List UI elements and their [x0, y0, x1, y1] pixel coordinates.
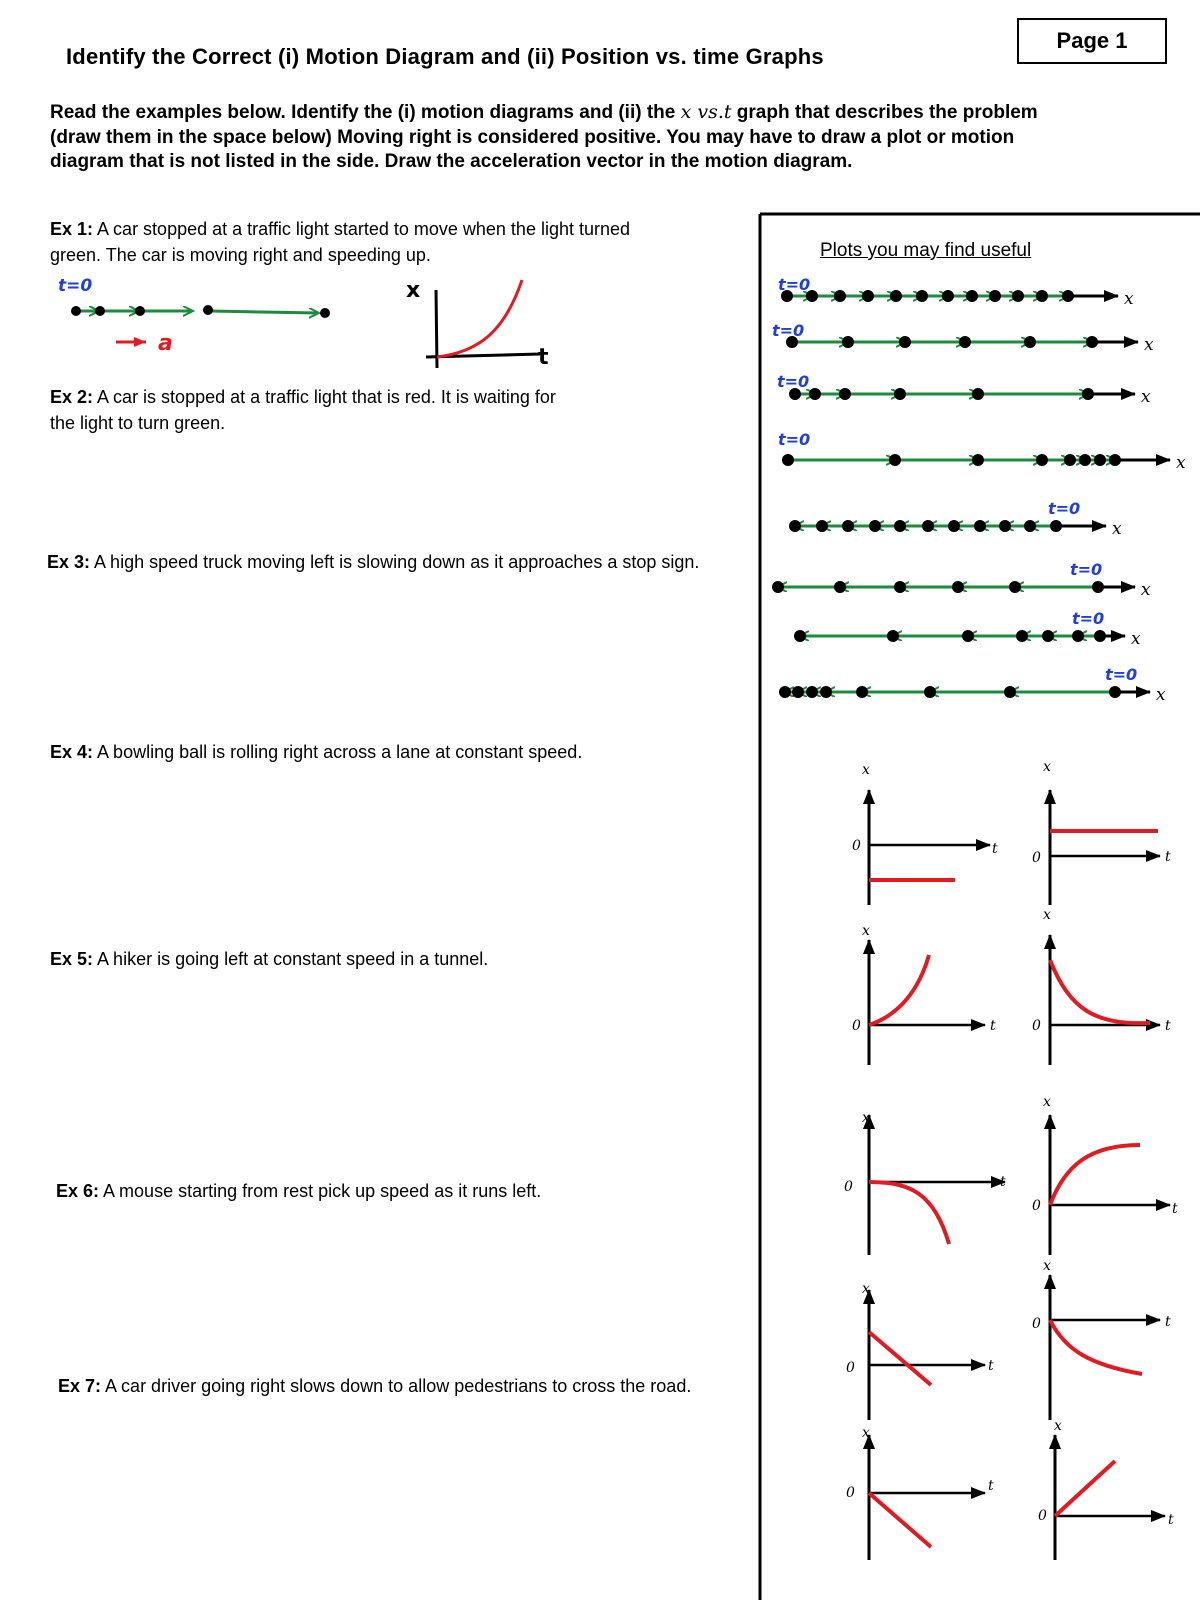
example-5-label: Ex 5: — [50, 949, 94, 969]
position-graph-5 — [844, 1110, 1006, 1255]
motion-diagram-options — [772, 275, 1186, 705]
position-graph-1 — [852, 762, 998, 905]
position-dot — [809, 388, 821, 400]
graph-origin-label: 0 — [1032, 850, 1041, 866]
motion-diagram-row-4 — [778, 430, 1186, 473]
t0-label: t=0 — [1070, 560, 1103, 579]
position-dot — [966, 290, 978, 302]
position-dot — [842, 520, 854, 532]
example-2-label: Ex 2: — [50, 387, 94, 407]
t0-label: t=0 — [778, 275, 811, 294]
graph-origin-label: 0 — [1032, 1316, 1041, 1332]
graph-t-label: t — [988, 1358, 994, 1374]
ex1-position-dot-3 — [135, 306, 145, 316]
example-2-text: A car is stopped at a traffic light that is red. It is waiting for the light to turn green. — [50, 387, 556, 433]
position-dot — [1072, 630, 1084, 642]
graph-t-label: t — [1000, 1174, 1006, 1190]
position-dot — [834, 290, 846, 302]
graph-curve — [869, 1182, 949, 1244]
t0-label: t=0 — [1105, 665, 1138, 684]
motion-diagram-row-2 — [772, 321, 1154, 355]
position-dot — [772, 581, 784, 593]
position-dot — [856, 686, 868, 698]
graph-curve — [869, 1332, 931, 1385]
ex1-position-dot-5 — [320, 308, 330, 318]
position-dot — [862, 290, 874, 302]
graph-x-label: x — [862, 923, 870, 939]
x-axis-label: x — [1144, 335, 1154, 355]
ex1-motion-diagram — [58, 276, 330, 356]
position-dot — [952, 581, 964, 593]
position-dot — [1082, 388, 1094, 400]
t0-label: t=0 — [772, 321, 805, 340]
instructions-text-2: graph that describes the problem (draw them in the space below) Moving right is considered positive. You may have to draw a plot or motion diagram that is not listed in the side. Draw the acceleration vector in the motion diagram. — [50, 102, 1038, 172]
plots-title: Plots you may find useful — [820, 240, 1032, 261]
example-1-text: A car stopped at a traffic light started to move when the light turned green. The car is moving right and speeding up. — [50, 219, 631, 265]
position-dot — [1016, 630, 1028, 642]
position-dot — [834, 581, 846, 593]
position-dot — [1009, 581, 1021, 593]
example-6-text: A mouse starting from rest pick up speed as it runs left. — [99, 1181, 542, 1201]
motion-diagram-row-8 — [779, 665, 1166, 705]
position-dot — [894, 581, 906, 593]
motion-diagram-row-5 — [789, 499, 1122, 539]
graph-curve — [869, 955, 929, 1025]
position-graph-8 — [1032, 1258, 1171, 1420]
position-dot — [794, 630, 806, 642]
graph-t-label: t — [1165, 849, 1171, 865]
example-4-text: A bowling ball is rolling right across a lane at constant speed. — [93, 742, 583, 762]
graph-t-label: t — [1165, 1314, 1171, 1330]
position-dot — [942, 290, 954, 302]
position-dot — [1036, 290, 1048, 302]
position-dot — [899, 336, 911, 348]
position-dot — [922, 520, 934, 532]
position-dot — [1086, 336, 1098, 348]
x-axis-label: x — [1156, 685, 1166, 705]
position-dot — [842, 336, 854, 348]
position-dot — [889, 454, 901, 466]
page-number-box: Page 1 — [1017, 18, 1167, 64]
position-dot — [1079, 454, 1091, 466]
graph-origin-label: 0 — [1032, 1018, 1041, 1034]
position-dot — [1064, 454, 1076, 466]
position-dot — [972, 454, 984, 466]
graph-x-label: x — [1054, 1418, 1062, 1434]
position-graph-10 — [1038, 1418, 1174, 1560]
position-dot — [1024, 336, 1036, 348]
position-dot — [1024, 520, 1036, 532]
position-dot — [792, 686, 804, 698]
position-dot — [999, 520, 1011, 532]
graph-t-label: t — [992, 841, 998, 857]
position-dot — [1036, 454, 1048, 466]
x-axis-label: x — [1131, 629, 1141, 649]
ex1-position-dot-4 — [203, 305, 213, 315]
position-dot — [1109, 686, 1121, 698]
graph-curve — [1050, 960, 1150, 1023]
position-dot — [972, 388, 984, 400]
ex1-graph-curve — [437, 280, 522, 357]
position-dot — [1109, 454, 1121, 466]
position-dot — [894, 520, 906, 532]
t0-label: t=0 — [1048, 499, 1081, 518]
ex1-position-dot-2 — [95, 306, 105, 316]
graph-x-label: x — [862, 762, 870, 778]
example-7-label: Ex 7: — [58, 1376, 102, 1396]
position-dot — [1050, 520, 1062, 532]
x-axis-label: x — [1141, 387, 1151, 407]
motion-diagram-row-7 — [794, 609, 1141, 649]
graph-curve — [1050, 1320, 1142, 1374]
position-dot — [894, 388, 906, 400]
motion-diagram-row-3 — [777, 372, 1151, 407]
x-axis-label: x — [1176, 453, 1186, 473]
graph-curve — [1055, 1461, 1115, 1516]
position-dot — [1062, 290, 1074, 302]
motion-diagram-row-6 — [772, 560, 1151, 600]
position-dot — [890, 290, 902, 302]
position-dot — [1092, 581, 1104, 593]
position-dot — [1094, 630, 1106, 642]
position-dot — [779, 686, 791, 698]
position-dot — [948, 520, 960, 532]
graph-x-label: x — [862, 1110, 870, 1126]
example-6-label: Ex 6: — [56, 1181, 100, 1201]
graph-curve — [1050, 1145, 1140, 1205]
graph-origin-label: 0 — [1038, 1508, 1047, 1524]
example-3-text: A high speed truck moving left is slowing down as it approaches a stop sign. — [90, 552, 700, 572]
graph-x-label: x — [1043, 907, 1051, 923]
example-4-label: Ex 4: — [50, 742, 94, 762]
page-title: Identify the Correct (i) Motion Diagram and (ii) Position vs. time Graphs — [66, 44, 824, 69]
plots-panel-border — [760, 214, 1200, 1600]
position-dot — [869, 520, 881, 532]
position-dot — [959, 336, 971, 348]
graph-t-label: t — [1172, 1201, 1178, 1217]
position-dot — [924, 686, 936, 698]
position-dot — [1012, 290, 1024, 302]
position-dot — [1042, 630, 1054, 642]
ex1-acceleration-label: a — [158, 331, 173, 356]
position-dot — [887, 630, 899, 642]
position-dot — [839, 388, 851, 400]
example-7-text: A car driver going right slows down to allow pedestrians to cross the road. — [101, 1376, 692, 1396]
motion-diagram-row-1 — [778, 275, 1134, 309]
position-dot — [789, 520, 801, 532]
position-dot — [916, 290, 928, 302]
position-dot — [806, 686, 818, 698]
position-graph-2 — [1032, 759, 1171, 905]
ex1-position-graph — [406, 278, 549, 370]
position-dot — [820, 686, 832, 698]
instructions-math: x vs.t — [680, 101, 732, 123]
graph-t-label: t — [1165, 1018, 1171, 1034]
position-dot — [989, 290, 1001, 302]
t0-label: t=0 — [1072, 609, 1105, 628]
position-graph-7 — [846, 1281, 994, 1420]
t0-label: t=0 — [778, 430, 811, 449]
graph-x-label: x — [862, 1281, 870, 1297]
position-graph-6 — [1032, 1094, 1178, 1255]
graph-t-label: t — [988, 1478, 994, 1494]
example-1-label: Ex 1: — [50, 219, 94, 239]
ex1-graph-x-label: x — [406, 278, 421, 303]
graph-x-label: x — [1043, 1258, 1051, 1274]
ex1-position-dot-1 — [71, 306, 81, 316]
position-graph-options — [844, 759, 1178, 1560]
position-dot — [1004, 686, 1016, 698]
instructions-text-1: Read the examples below. Identify the (i) motion diagrams and (ii) the — [50, 102, 681, 123]
x-axis-label: x — [1124, 289, 1134, 309]
x-axis-label: x — [1141, 580, 1151, 600]
graph-x-label: x — [1043, 1094, 1051, 1110]
t0-label: t=0 — [777, 372, 810, 391]
graph-t-label: t — [1168, 1512, 1174, 1528]
graph-x-label: x — [1043, 759, 1051, 775]
position-dot — [816, 520, 828, 532]
example-5-text: A hiker is going left at constant speed in a tunnel. — [93, 949, 489, 969]
graph-origin-label: 0 — [852, 1018, 861, 1034]
position-graph-9 — [846, 1425, 994, 1560]
position-dot — [962, 630, 974, 642]
graph-origin-label: 0 — [1032, 1198, 1041, 1214]
ex1-t0-label: t=0 — [58, 276, 93, 296]
x-axis-label: x — [1112, 519, 1122, 539]
position-dot — [1094, 454, 1106, 466]
ex1-velocity-arrow-4 — [210, 311, 318, 313]
position-graph-3 — [852, 923, 996, 1065]
ex1-graph-t-label: t — [538, 345, 549, 370]
graph-origin-label: 0 — [846, 1360, 855, 1376]
position-dot — [782, 454, 794, 466]
graph-x-label: x — [862, 1425, 870, 1441]
graph-t-label: t — [990, 1018, 996, 1034]
example-3-label: Ex 3: — [47, 552, 91, 572]
graph-curve — [869, 1493, 931, 1547]
graph-origin-label: 0 — [846, 1485, 855, 1501]
position-graph-4 — [1032, 907, 1171, 1065]
graph-origin-label: 0 — [844, 1179, 853, 1195]
position-dot — [974, 520, 986, 532]
graph-origin-label: 0 — [852, 838, 861, 854]
